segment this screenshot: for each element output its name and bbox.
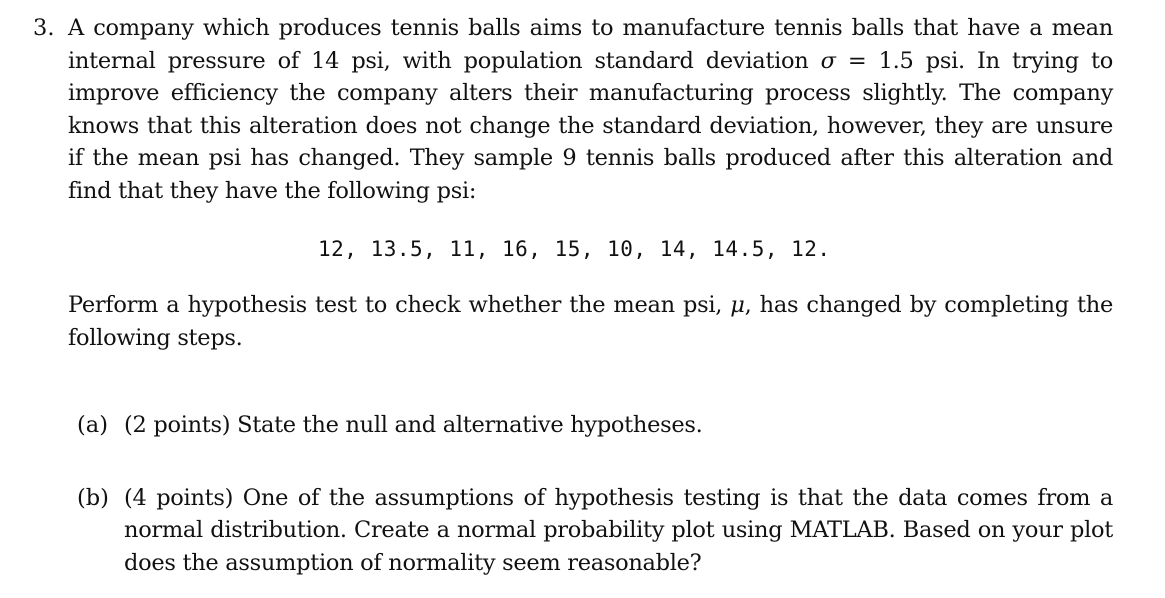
data-values: 12, 13.5, 11, 16, 15, 10, 14, 14.5, 12.: [318, 237, 831, 261]
part-b-label: (b): [77, 484, 109, 511]
problem-3: [33, 12, 1113, 579]
instruction-paragraph: [68, 289, 1113, 354]
part-b: [77, 482, 1113, 580]
statement-text-1: A company which produces tennis balls aims to manufacture tennis balls that have a mean internal pressure of 14 psi, with population standard deviation: [68, 15, 1113, 74]
mu-symbol: μ: [730, 292, 745, 318]
problem-number: 3.: [33, 15, 55, 41]
part-a-text: (2 points) State the null and alternative hypotheses.: [124, 412, 703, 438]
instruction-text-1: Perform a hypothesis test to check whether the mean psi,: [68, 292, 731, 318]
part-b-text: (4 points) One of the assumptions of hypothesis testing is that the data comes from a normal distribution. Create a normal probability plot using MATLAB. Based on your plot does the assumption of normality seem reasonable?: [124, 484, 1113, 576]
sigma-symbol: σ: [820, 47, 836, 74]
part-a: [77, 409, 1113, 442]
problem-statement: [68, 12, 1113, 207]
instruction-text-2: , has changed by completing the following steps.: [68, 292, 1113, 351]
statement-text-2: = 1.5 psi. In trying to improve efficiency the company alters their manufacturing process slightly. The company knows that this alteration does not change the standard deviation, however, they are unsure if the mean psi has changed. They sample 9 tennis balls produced after this alteration and find that they have the following psi:: [68, 47, 1113, 204]
part-a-label: (a): [77, 412, 108, 438]
